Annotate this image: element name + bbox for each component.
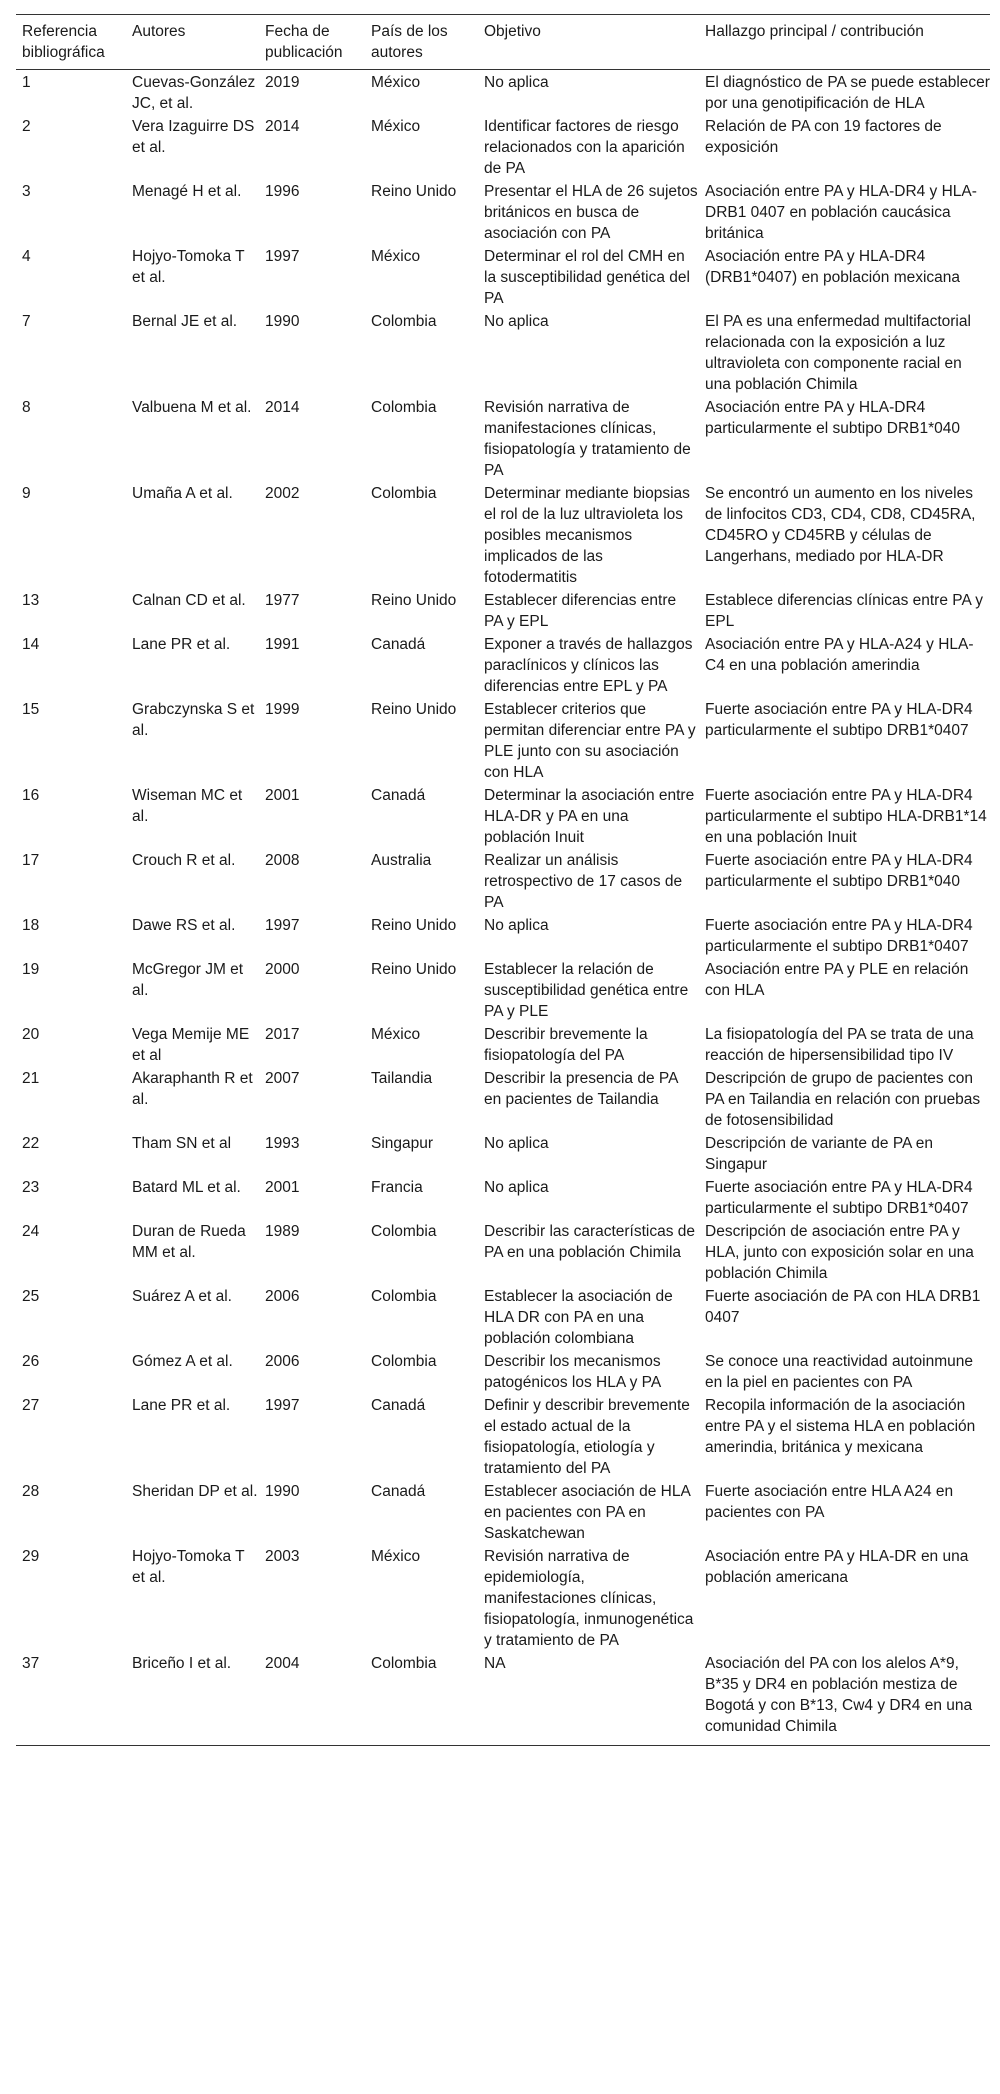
cell-pais: Canadá [371,1483,426,1500]
cell-hallazgo: La fisiopatología del PA se trata de una reacción de hipersensibilidad tipo IV [705,1026,974,1064]
cell-objetivo: Establecer asociación de HLA en pacientes con PA en Saskatchewan [484,1483,690,1542]
cell-objetivo: Definir y describir brevemente el estado actual de la fisiopatología, etiología y tratamiento del PA [484,1397,690,1477]
cell-fecha: 1991 [265,636,300,653]
cell-pais: Colombia [371,485,437,502]
cell-pais: Francia [371,1179,423,1196]
cell-pais: Colombia [371,399,437,416]
cell-referencia: 23 [22,1179,40,1196]
table-row [16,957,990,1022]
cell-autores: Wiseman MC et al. [132,787,243,825]
cell-autores: Briceño I et al. [126,1651,259,1746]
cell-objetivo: Establecer diferencias entre PA y EPL [484,592,677,630]
cell-hallazgo: Asociación entre PA y PLE en relación con HLA [705,961,969,999]
cell-autores: Hojyo-Tomoka T et al. [132,1548,245,1586]
cell-fecha: 2006 [265,1288,300,1305]
cell-fecha: 2003 [265,1548,300,1565]
cell-referencia: 15 [22,701,40,718]
table-row [16,309,990,395]
cell-pais: México [371,1026,421,1043]
cell-referencia: 22 [22,1135,40,1152]
cell-fecha: 2001 [265,787,300,804]
cell-objetivo: Establecer la relación de susceptibilidad genética entre PA y PLE [484,961,689,1020]
table-row [16,1349,990,1393]
cell-autores: Suárez A et al. [132,1288,232,1305]
table-row [16,179,990,244]
cell-hallazgo: Asociación entre PA y HLA-DR4 particularmente el subtipo DRB1*040 [705,399,961,437]
header-objetivo: Objetivo [478,15,699,70]
cell-autores: Calnan CD et al. [132,592,246,609]
cell-fecha: 1999 [265,701,300,718]
header-fecha: Fecha de publicación [259,15,365,70]
cell-autores: Duran de Rueda MM et al. [132,1223,246,1261]
table-row [16,697,990,783]
cell-pais: Singapur [371,1135,434,1152]
cell-hallazgo: Fuerte asociación entre PA y HLA-DR4 particularmente el subtipo HLA-DRB1*14 en una población Inuit [705,787,987,846]
cell-referencia: 26 [22,1353,40,1370]
cell-hallazgo: Descripción de variante de PA en Singapur [705,1135,934,1173]
header-hallazgo: Hallazgo principal / contribución [699,15,990,70]
cell-fecha: 2014 [265,118,300,135]
cell-hallazgo: Relación de PA con 19 factores de exposición [705,118,942,156]
cell-objetivo: Describir la presencia de PA en pacientes de Tailandia [484,1070,678,1108]
cell-fecha: 2007 [265,1070,300,1087]
cell-hallazgo: Asociación entre PA y HLA-A24 y HLA-C4 en una población amerindia [705,636,974,674]
cell-pais: Colombia [371,1288,437,1305]
cell-pais: Colombia [371,313,437,330]
cell-referencia: 19 [22,961,40,978]
cell-autores: Crouch R et al. [132,852,236,869]
cell-referencia: 25 [22,1288,40,1305]
table-row [16,1175,990,1219]
cell-referencia: 18 [22,917,40,934]
cell-referencia: 13 [22,592,40,609]
cell-pais: Colombia [371,1223,437,1240]
cell-pais: México [371,1548,421,1565]
table-header [16,15,990,70]
cell-referencia: 29 [22,1548,40,1565]
cell-pais: Colombia [371,1353,437,1370]
cell-autores: Vega Memije ME et al [132,1026,250,1064]
cell-objetivo: No aplica [484,313,549,330]
cell-pais: Canadá [371,787,426,804]
cell-referencia: 3 [22,183,31,200]
table-row [16,1131,990,1175]
cell-hallazgo: Descripción de asociación entre PA y HLA, junto con exposición solar en una población Chimila [705,1223,974,1282]
cell-hallazgo: Se conoce una reactividad autoinmune en la piel en pacientes con PA [705,1353,973,1391]
cell-objetivo: Exponer a través de hallazgos paraclínicos y clínicos las diferencias entre EPL y PA [484,636,693,695]
cell-fecha: 1977 [265,592,300,609]
cell-objetivo: Presentar el HLA de 26 sujetos británicos en busca de asociación con PA [484,183,698,242]
cell-fecha: 1989 [265,1223,300,1240]
cell-pais: México [371,248,421,265]
cell-hallazgo: Fuerte asociación entre HLA A24 en pacientes con PA [705,1483,954,1521]
cell-fecha: 1990 [265,313,300,330]
table-body [16,70,990,1746]
cell-referencia: 27 [22,1397,40,1414]
cell-fecha: 1997 [265,917,300,934]
cell-fecha: 1990 [265,1483,300,1500]
table-row [16,114,990,179]
cell-hallazgo: Fuerte asociación entre PA y HLA-DR4 particularmente el subtipo DRB1*0407 [705,1179,973,1217]
cell-autores: Hojyo-Tomoka T et al. [132,248,245,286]
references-table [16,14,990,1746]
cell-fecha: 1996 [265,183,300,200]
header-referencia: Referencia bibliográfica [16,15,126,70]
cell-autores: Cuevas-González JC, et al. [132,74,256,112]
cell-fecha: 2014 [265,399,300,416]
cell-pais: Canadá [371,636,426,653]
cell-fecha: 1997 [265,1397,300,1414]
cell-hallazgo: Recopila información de la asociación entre PA y el sistema HLA en población amerindia, británica y mexicana [705,1397,976,1456]
cell-pais: Tailandia [371,1070,433,1087]
cell-hallazgo: Asociación entre PA y HLA-DR4 (DRB1*0407) en población mexicana [705,248,961,286]
cell-hallazgo: Asociación del PA con los alelos A*9, B*35 y DR4 en población mestiza de Bogotá y con B*13, Cw4 y DR4 en una comunidad Chimila [699,1651,990,1746]
cell-hallazgo: Establece diferencias clínicas entre PA y EPL [705,592,983,630]
cell-fecha: 2002 [265,485,300,502]
cell-autores: Umaña A et al. [132,485,233,502]
table-row [16,632,990,697]
cell-objetivo: Revisión narrativa de epidemiología, manifestaciones clínicas, fisiopatología, inmunogenética y tratamiento de PA [484,1548,694,1649]
header-pais: País de los autores [365,15,478,70]
cell-hallazgo: Fuerte asociación entre PA y HLA-DR4 particularmente el subtipo DRB1*0407 [705,701,973,739]
cell-pais: Reino Unido [371,183,457,200]
cell-pais: Colombia [365,1651,478,1746]
table-row [16,1284,990,1349]
cell-autores: Sheridan DP et al. [132,1483,258,1500]
table-row [16,481,990,588]
cell-fecha: 2019 [265,74,300,91]
table-row [16,1022,990,1066]
table-row [16,1393,990,1479]
cell-hallazgo: El diagnóstico de PA se puede establecer por una genotipificación de HLA [705,74,990,112]
table-row [16,1544,990,1651]
cell-referencia: 20 [22,1026,40,1043]
cell-referencia: 21 [22,1070,40,1087]
cell-referencia: 28 [22,1483,40,1500]
table-row [16,848,990,913]
cell-fecha: 2001 [265,1179,300,1196]
cell-autores: Dawe RS et al. [132,917,236,934]
cell-hallazgo: El PA es una enfermedad multifactorial relacionada con la exposición a luz ultravioleta con componente racial en una población Chimila [705,313,971,393]
cell-autores: McGregor JM et al. [132,961,244,999]
cell-autores: Batard ML et al. [132,1179,241,1196]
cell-hallazgo: Asociación entre PA y HLA-DR4 y HLA-DRB1 0407 en población caucásica británica [705,183,977,242]
cell-objetivo: Describir los mecanismos patogénicos los HLA y PA [484,1353,662,1391]
cell-referencia: 8 [22,399,31,416]
cell-fecha: 2008 [265,852,300,869]
cell-objetivo: Realizar un análisis retrospectivo de 17 casos de PA [484,852,683,911]
table-row [16,244,990,309]
cell-autores: Lane PR et al. [132,636,231,653]
cell-objetivo: Describir las características de PA en una población Chimila [484,1223,696,1261]
header-row [16,15,990,70]
table-row [16,1219,990,1284]
table-row [16,1066,990,1131]
cell-objetivo: Determinar la asociación entre HLA-DR y PA en una población Inuit [484,787,695,846]
cell-objetivo: No aplica [484,1135,549,1152]
cell-objetivo: Establecer la asociación de HLA DR con PA en una población colombiana [484,1288,673,1347]
cell-fecha: 2004 [259,1651,365,1746]
table-row [16,1479,990,1544]
table-row [16,1651,990,1746]
cell-hallazgo: Se encontró un aumento en los niveles de linfocitos CD3, CD4, CD8, CD45RA, CD45RO y CD45RB y células de Langerhans, mediado por HLA-DR [705,485,976,565]
cell-objetivo: Describir brevemente la fisiopatología del PA [484,1026,648,1064]
cell-hallazgo: Descripción de grupo de pacientes con PA en Tailandia en relación con pruebas de fotosensibilidad [705,1070,981,1129]
cell-fecha: 2006 [265,1353,300,1370]
cell-objetivo: Revisión narrativa de manifestaciones clínicas, fisiopatología y tratamiento de PA [484,399,691,479]
table-row [16,588,990,632]
cell-hallazgo: Fuerte asociación entre PA y HLA-DR4 particularmente el subtipo DRB1*0407 [705,917,973,955]
cell-autores: Grabczynska S et al. [132,701,255,739]
cell-objetivo: Establecer criterios que permitan diferenciar entre PA y PLE junto con su asociación con HLA [484,701,696,781]
cell-autores: Valbuena M et al. [132,399,252,416]
cell-referencia: 2 [22,118,31,135]
cell-pais: Australia [371,852,432,869]
cell-autores: Tham SN et al [132,1135,232,1152]
cell-fecha: 1993 [265,1135,300,1152]
table-row [16,70,990,115]
cell-referencia: 37 [16,1651,126,1746]
cell-objetivo: Determinar el rol del CMH en la susceptibilidad genética del PA [484,248,690,307]
cell-objetivo: No aplica [484,1179,549,1196]
cell-objetivo: NA [478,1651,699,1746]
cell-pais: Canadá [371,1397,426,1414]
cell-autores: Vera Izaguirre DS et al. [132,118,255,156]
cell-pais: México [371,74,421,91]
cell-referencia: 24 [22,1223,40,1240]
table-row [16,783,990,848]
cell-referencia: 7 [22,313,31,330]
cell-pais: México [371,118,421,135]
cell-referencia: 14 [22,636,40,653]
cell-autores: Lane PR et al. [132,1397,231,1414]
cell-pais: Reino Unido [371,701,457,718]
header-autores: Autores [126,15,259,70]
cell-autores: Akaraphanth R et al. [132,1070,253,1108]
table-row [16,913,990,957]
table-row [16,395,990,481]
cell-hallazgo: Asociación entre PA y HLA-DR en una población americana [705,1548,969,1586]
cell-autores: Menagé H et al. [132,183,242,200]
cell-objetivo: Identificar factores de riesgo relacionados con la aparición de PA [484,118,685,177]
cell-referencia: 4 [22,248,31,265]
cell-fecha: 2017 [265,1026,300,1043]
cell-autores: Bernal JE et al. [132,313,238,330]
cell-fecha: 2000 [265,961,300,978]
cell-referencia: 17 [22,852,40,869]
cell-pais: Reino Unido [371,961,457,978]
cell-referencia: 9 [22,485,31,502]
cell-autores: Gómez A et al. [132,1353,233,1370]
cell-objetivo: Determinar mediante biopsias el rol de la luz ultravioleta los posibles mecanismos implicados de las fotodermatitis [484,485,690,586]
cell-objetivo: No aplica [484,917,549,934]
cell-objetivo: No aplica [484,74,549,91]
cell-fecha: 1997 [265,248,300,265]
cell-pais: Reino Unido [371,592,457,609]
cell-hallazgo: Fuerte asociación entre PA y HLA-DR4 particularmente el subtipo DRB1*040 [705,852,973,890]
cell-referencia: 1 [22,74,31,91]
cell-referencia: 16 [22,787,40,804]
cell-pais: Reino Unido [371,917,457,934]
cell-hallazgo: Fuerte asociación de PA con HLA DRB1 0407 [705,1288,981,1326]
